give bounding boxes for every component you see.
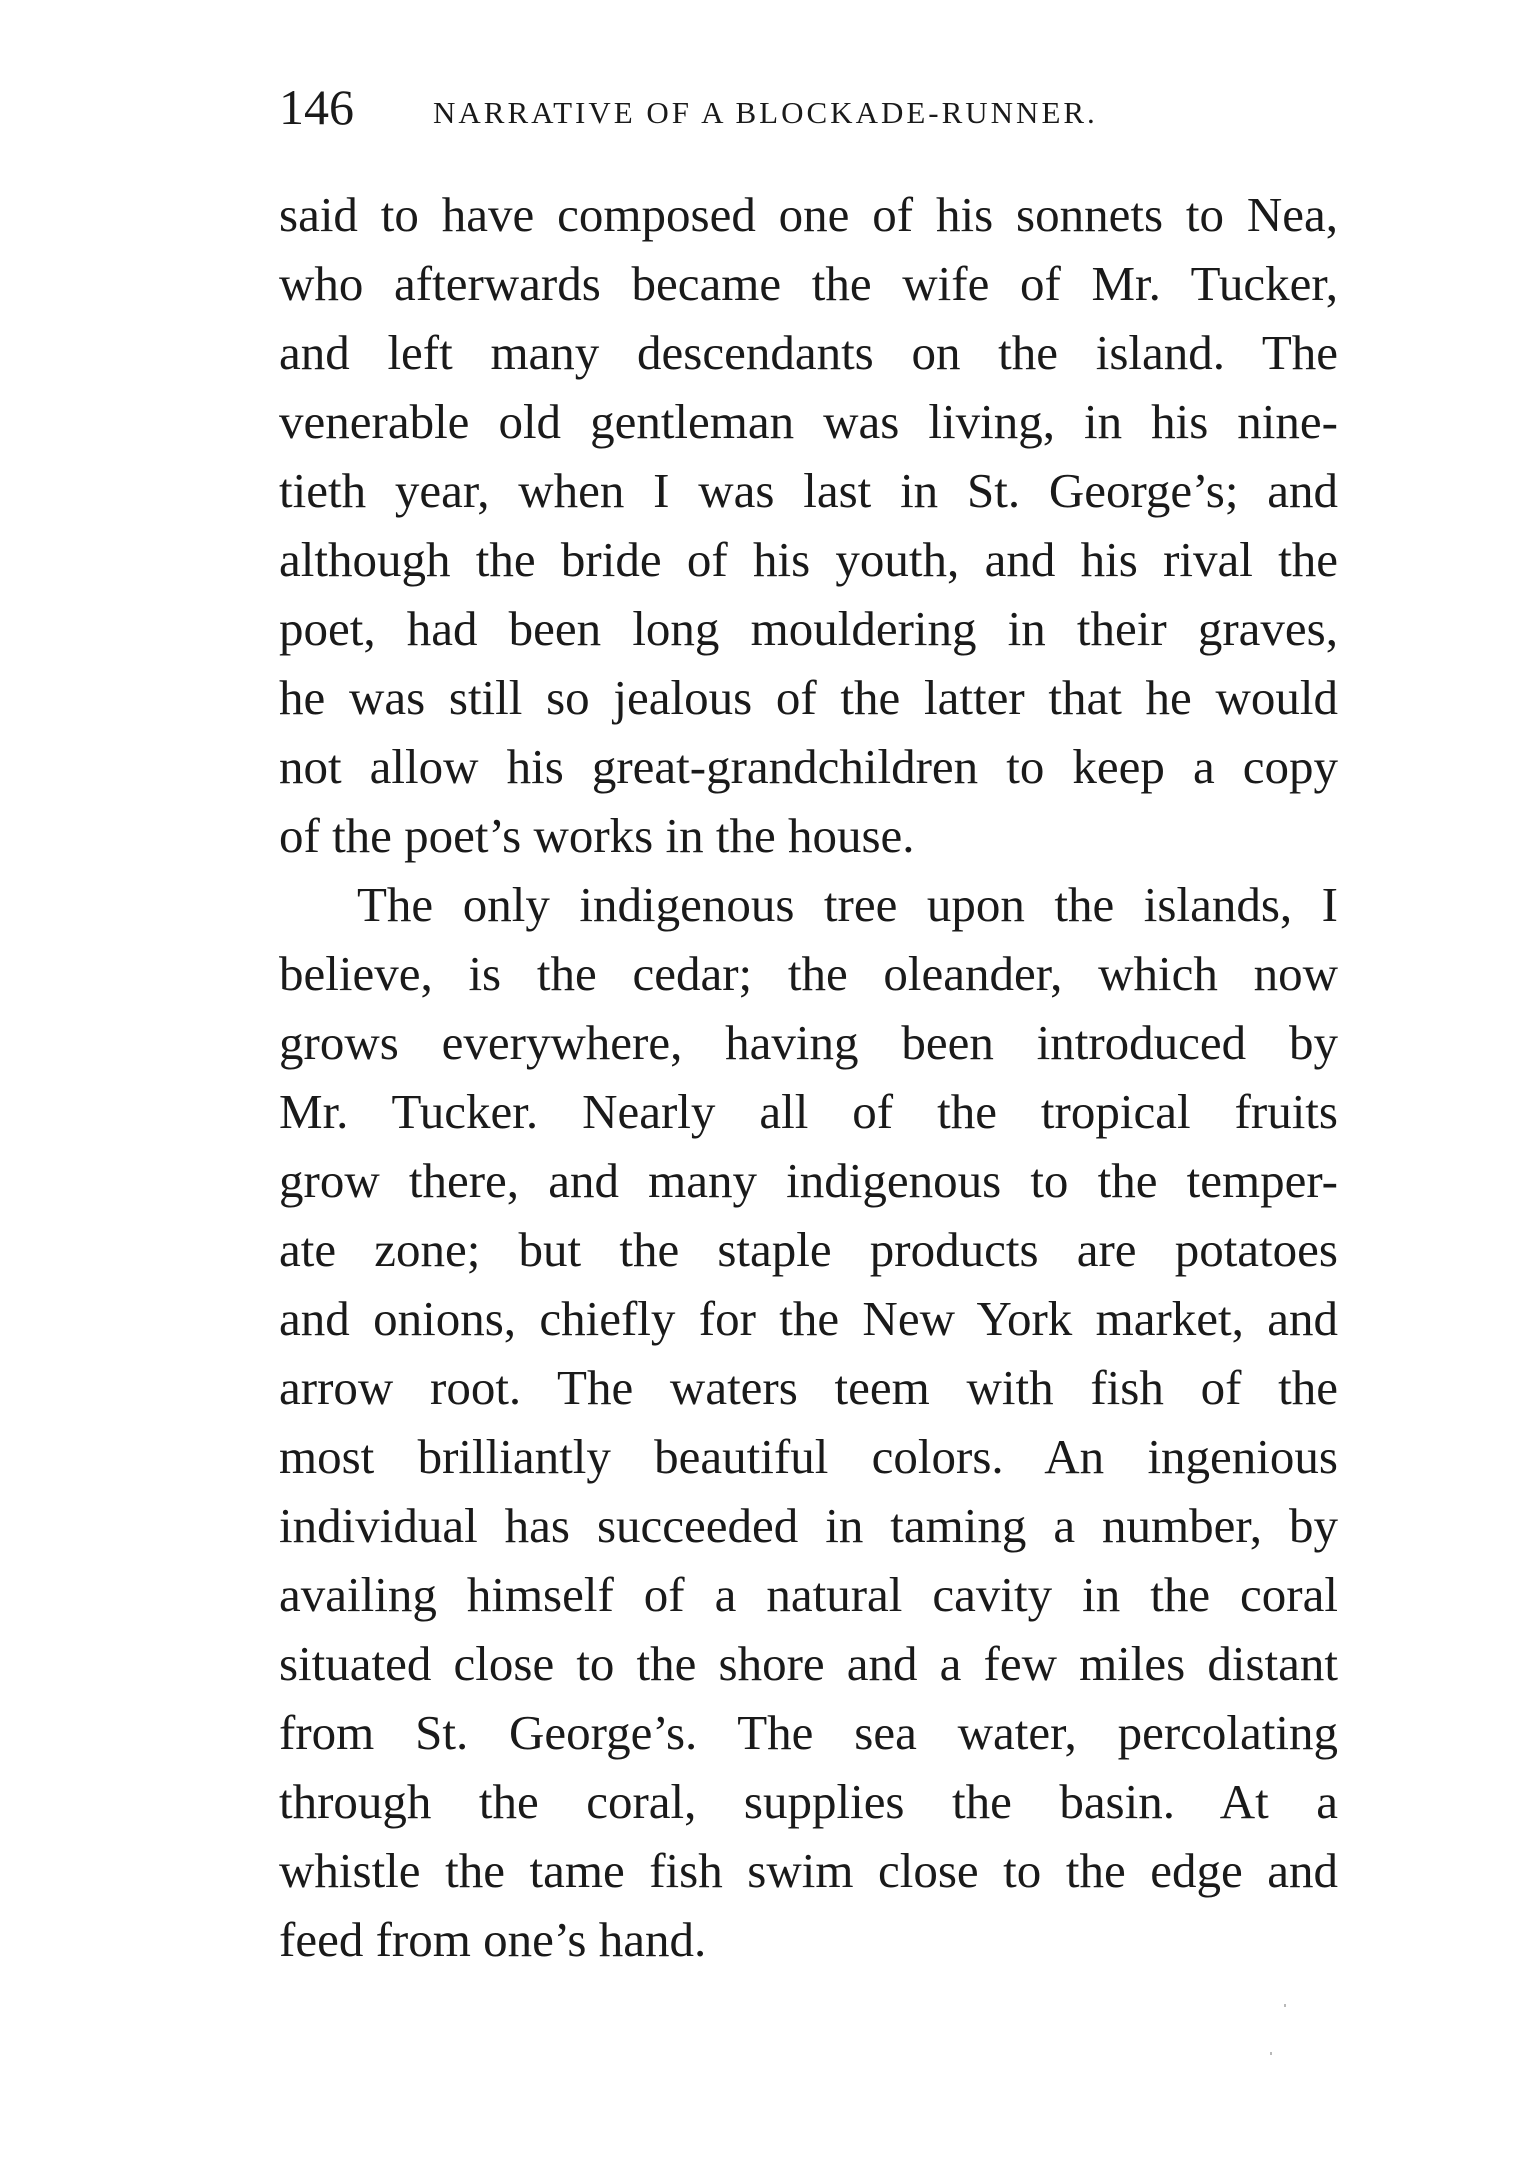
text-line: feed from one’s hand. (279, 1912, 707, 1967)
text-line: arrow root. The waters teem with fish of the (279, 1360, 1338, 1415)
text-line: grow there, and many indigenous to the temper- (279, 1153, 1338, 1208)
page-number: 146 (279, 79, 354, 135)
text-line: grows everywhere, having been introduced by (279, 1015, 1338, 1070)
text-line: The only indigenous tree upon the islands, I (357, 877, 1338, 932)
text-line: of the poet’s works in the house. (279, 808, 915, 863)
paper-speck (1270, 2052, 1272, 2055)
text-line: poet, had been long mouldering in their graves, (279, 601, 1338, 656)
text-line: not allow his great-grandchildren to keep a copy (279, 739, 1338, 794)
text-line: tieth year, when I was last in St. George’s; and (279, 463, 1338, 518)
text-line: through the coral, supplies the basin. At a (279, 1774, 1338, 1829)
text-line: and left many descendants on the island. The (279, 325, 1338, 380)
text-line: ate zone; but the staple products are potatoes (279, 1222, 1338, 1277)
text-line: whistle the tame fish swim close to the edge and (279, 1843, 1338, 1898)
page-header (279, 72, 1339, 142)
text-line: believe, is the cedar; the oleander, which now (279, 946, 1338, 1001)
text-line: individual has succeeded in taming a number, by (279, 1498, 1338, 1553)
running-title: NARRATIVE OF A BLOCKADE-RUNNER. (433, 95, 1098, 130)
text-line: although the bride of his youth, and his rival the (279, 532, 1338, 587)
paper-speck (1284, 2004, 1286, 2007)
text-line: he was still so jealous of the latter that he would (279, 670, 1338, 725)
text-line: venerable old gentleman was living, in his nine- (279, 394, 1338, 449)
text-line: and onions, chiefly for the New York market, and (279, 1291, 1338, 1346)
text-line: said to have composed one of his sonnets to Nea, (279, 187, 1338, 242)
text-line: Mr. Tucker. Nearly all of the tropical fruits (279, 1084, 1338, 1139)
text-line: situated close to the shore and a few miles distant (279, 1636, 1338, 1691)
text-line: most brilliantly beautiful colors. An ingenious (279, 1429, 1338, 1484)
text-line: from St. George’s. The sea water, percolating (279, 1705, 1338, 1760)
text-line: availing himself of a natural cavity in the coral (279, 1567, 1338, 1622)
text-line: who afterwards became the wife of Mr. Tucker, (279, 256, 1338, 311)
